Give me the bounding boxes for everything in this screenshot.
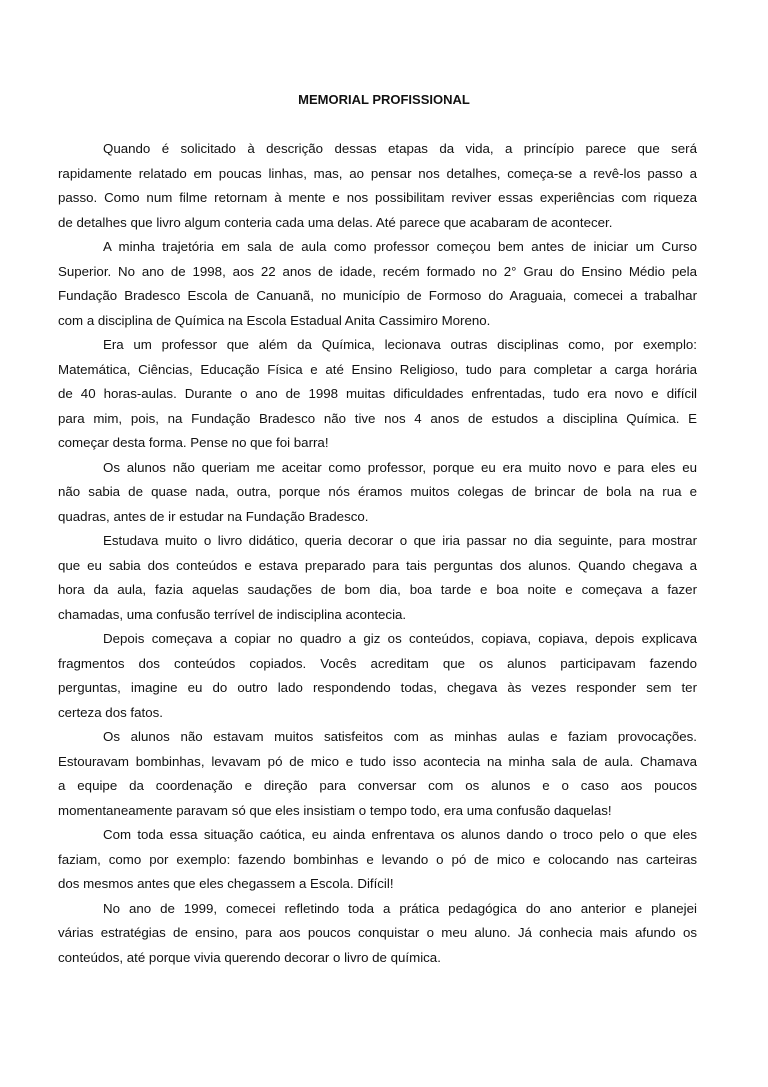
text-line: rapidamente relatado em poucas linhas, mas, ao pensar nos detalhes, começa-se a revê-los passo a xyxy=(58,165,697,181)
document-body xyxy=(58,137,697,970)
text-line: chamadas, uma confusão terrível de indisciplina acontecia. xyxy=(58,606,407,622)
text-line: Era um professor que além da Química, lecionava outras disciplinas como, por exemplo: xyxy=(103,337,697,352)
text-line: Quando é solicitado à descrição dessas etapas da vida, a princípio parece que será xyxy=(103,141,697,156)
text-line: para mim, pois, na Fundação Bradesco não tive nos 4 anos de estudos a disciplina Química. E xyxy=(58,410,697,426)
text-line: Superior. No ano de 1998, aos 22 anos de idade, recém formado no 2° Grau do Ensino Médio pela xyxy=(58,263,697,279)
paragraph xyxy=(58,897,697,971)
text-line: faziam, como por exemplo: fazendo bombinhas e levando o pó de mico e colocando nas carteiras xyxy=(58,851,697,867)
paragraph xyxy=(58,137,697,235)
text-line: fragmentos dos conteúdos copiados. Vocês acreditam que os alunos participavam fazendo xyxy=(58,655,697,671)
text-line: não sabia de quase nada, outra, porque nós éramos muitos colegas de brincar de bola na rua e xyxy=(58,484,697,499)
text-line: dos mesmos antes que eles chegassem a Escola. Difícil! xyxy=(58,876,394,891)
text-line: passo. Como num filme retornam à mente e nos possibilitam reviver essas experiências com riqueza xyxy=(58,190,697,205)
text-line: conteúdos, até porque vivia querendo decorar o livro de química. xyxy=(58,949,441,965)
document-title: MEMORIAL PROFISSIONAL xyxy=(298,92,470,107)
text-line: Fundação Bradesco Escola de Canuanã, no município de Formoso do Araguaia, comecei a trabalhar xyxy=(58,288,697,303)
paragraph xyxy=(58,627,697,725)
paragraph xyxy=(58,456,697,530)
text-line: a equipe da coordenação e direção para conversar com os alunos e o caso aos poucos xyxy=(58,778,697,793)
paragraph xyxy=(58,529,697,627)
text-line: Com toda essa situação caótica, eu ainda enfrentava os alunos dando o troco pelo o que eles xyxy=(103,827,697,842)
text-line: de 40 horas-aulas. Durante o ano de 1998 muitas dificuldades enfrentadas, tudo era novo e difícil xyxy=(58,386,697,401)
text-line: Estudava muito o livro didático, queria decorar o que iria passar no dia seguinte, para mostrar xyxy=(103,533,697,548)
text-line: Os alunos não estavam muitos satisfeitos com as minhas aulas e faziam provocações. xyxy=(103,729,697,744)
text-line: quadras, antes de ir estudar na Fundação Bradesco. xyxy=(58,508,369,524)
text-line: momentaneamente paravam só que eles insistiam o tempo todo, era uma confusão daquelas! xyxy=(58,802,612,818)
text-line: Estouravam bombinhas, levavam pó de mico e tudo isso acontecia na minha sala de aula. Chamava xyxy=(58,753,697,769)
text-line: certeza dos fatos. xyxy=(58,704,163,720)
text-line: Matemática, Ciências, Educação Física e até Ensino Religioso, tudo para completar a carga horária xyxy=(58,361,697,377)
text-line: começar desta forma. Pense no que foi barra! xyxy=(58,435,329,450)
text-line: Depois começava a copiar no quadro a giz os conteúdos, copiava, copiava, depois explicava xyxy=(103,631,697,646)
text-line: No ano de 1999, comecei refletindo toda a prática pedagógica do ano anterior e planejei xyxy=(103,900,697,916)
paragraph xyxy=(58,725,697,823)
text-line: hora da aula, fazia aquelas saudações de bom dia, boa tarde e boa noite e começava a fazer xyxy=(58,582,697,597)
paragraph xyxy=(58,235,697,333)
text-line: perguntas, imagine eu do outro lado respondendo todas, chegava às vezes responder sem ter xyxy=(58,680,697,695)
text-line: de detalhes que livro algum conteria cada uma delas. Até parece que acabaram de acontecer. xyxy=(58,214,613,230)
text-line: várias estratégias de ensino, para aos poucos conquistar o meu aluno. Já conhecia mais afundo os xyxy=(58,925,697,940)
text-line: com a disciplina de Química na Escola Estadual Anita Cassimiro Moreno. xyxy=(58,312,491,328)
text-line: que eu sabia dos conteúdos e estava preparado para tais perguntas dos alunos. Quando chegava a xyxy=(58,557,697,573)
paragraph xyxy=(58,823,697,897)
text-line: Os alunos não queriam me aceitar como professor, porque eu era muito novo e para eles eu xyxy=(103,459,697,475)
paragraph xyxy=(58,333,697,456)
text-line: A minha trajetória em sala de aula como professor começou bem antes de iniciar um Curso xyxy=(103,239,697,254)
